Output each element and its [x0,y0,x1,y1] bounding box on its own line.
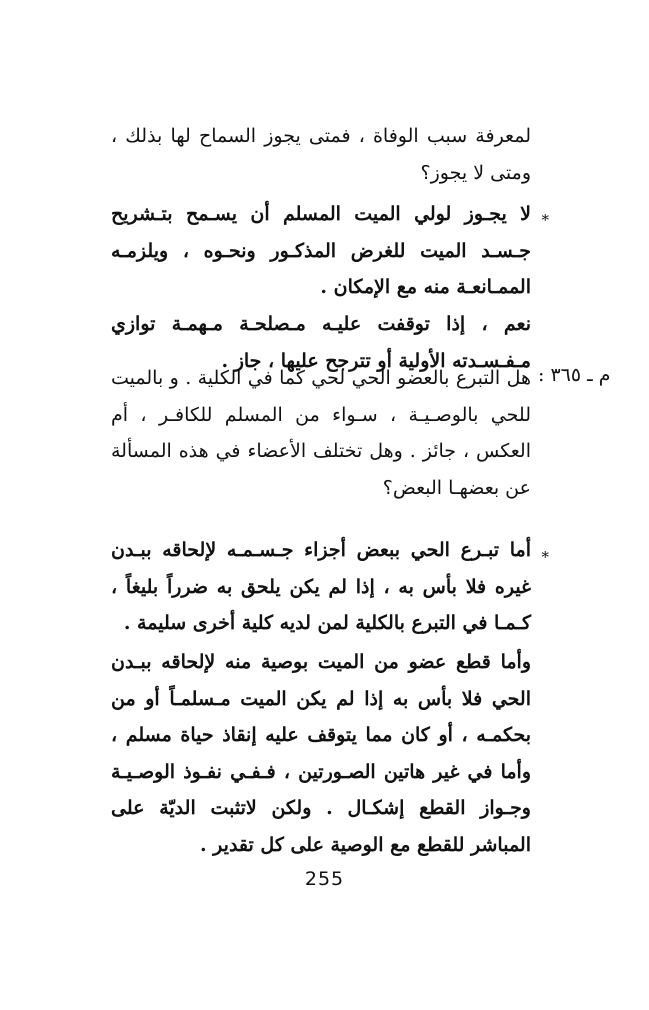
paragraph-text: وأما قطع عضو من الميت بوصية منه لإلحاقه ببـدن الحي فلا بأس به إذا لم يكن الميت مـسلمـاً أو من بحكمـه ، أو كان مما يتوقف عليه إنقاذ حياة مسلم ، وأما في غير هاتين الصـورتين ، فـفـي نفـوذ الوصـيـة وجـواز القطع إشكـال . ولكن لاتثبت الديّة على المباشر للقطع مع الوصية على كل تقدير . [111,651,531,856]
paragraph-answer-1 [111,196,531,306]
paragraph-question-365 [111,360,531,506]
paragraph-answer-4 [111,644,531,863]
paragraph-answer-3 [111,532,531,642]
paragraph-text: نعم ، إذا توقفت عليـه مـصلحـة مـهمـة توازي مـفـسـدته الأولية أو تترجح عليها ، جاز . [111,313,531,372]
paragraph-question-continuation [111,118,531,191]
paragraph-text: لمعرفة سبب الوفاة ، فمتى يجوز السماح لها بذلك ، ومتى لا يجوز؟ [111,125,531,184]
paragraph-text: هل التبرع بالعضو الحي لحي كما في الكلية . و بالميت للحي بالوصـيـة ، سـواء من المسلم للكافـر ، أم العكس ، جائز . وهل تختلف الأعضاء في هذه المسألة عن بعضهـا البعض؟ [111,367,531,499]
answer-star-marker: * [541,548,549,566]
question-number: م ـ ٣٦٥ : [538,364,611,386]
paragraph-text: أما تبـرع الحي ببعض أجزاء جـسـمـه لإلحاقه ببـدن غيره فلا بأس به ، إذا لم يكن يلحق به ضرراً بليغاً ، كـمـا في التبرع بالكلية لمن لديه كلية أخرى سليمة . [111,539,531,634]
page-number: 255 [304,868,345,890]
answer-star-marker: * [541,211,549,229]
paragraph-text: لا يجـوز لولي الميت المسلم أن يسـمح بتـشريح جـسـد الميت للغرض المذكـور ونحـوه ، ويلزمـه الممـانعـة منه مع الإمكان . [111,203,531,298]
